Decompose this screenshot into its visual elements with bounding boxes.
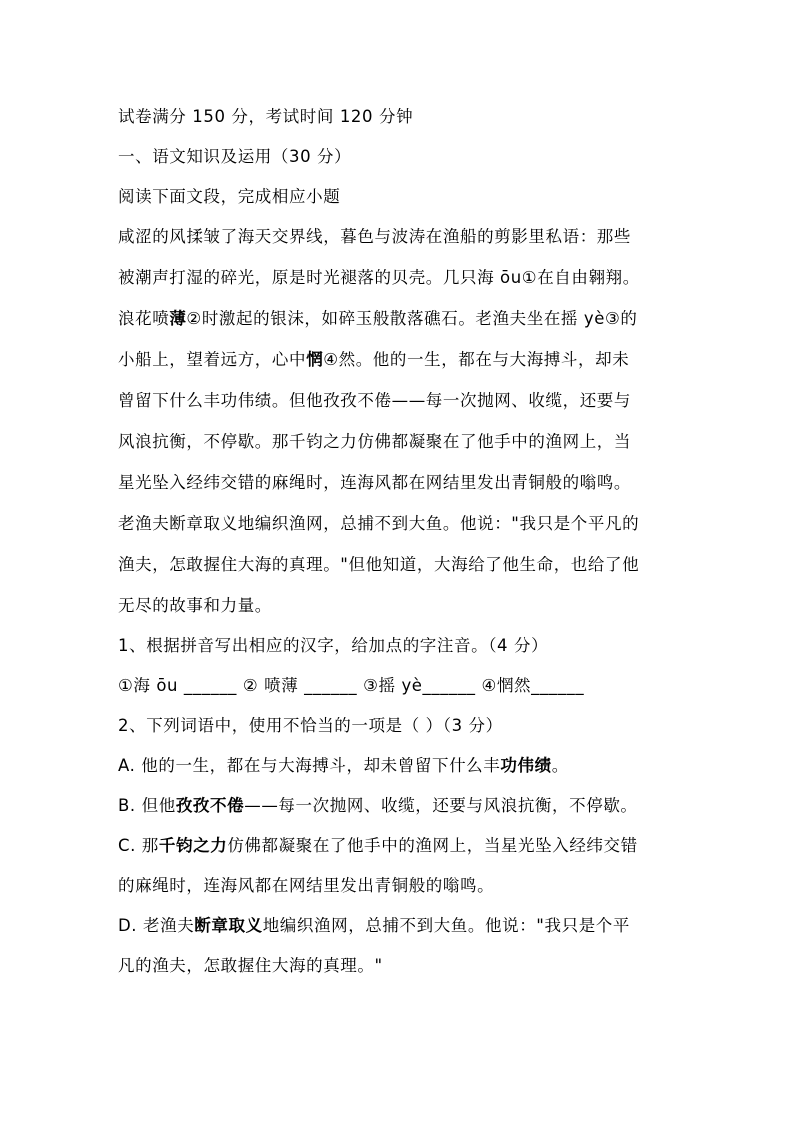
question-1-stem: 1、根据拼音写出相应的汉字，给加点的字注音。（4 分）: [118, 636, 549, 655]
question-2-stem: 2、下列词语中，使用不恰当的一项是（ ）（3 分）: [118, 716, 503, 735]
section-title: 一、语文知识及运用（30 分）: [118, 147, 352, 166]
option-text: ——每一次抛网、收缆，还要与风浪抗衡，不停歇。: [244, 796, 638, 815]
option-d: [118, 910, 678, 942]
option-keyword: 断章取义: [194, 916, 263, 935]
passage-text: 浪花喷: [118, 309, 170, 328]
dotted-char-wang: 惘: [306, 350, 324, 369]
passage-text: 小船上，望着远方，心中: [118, 350, 307, 369]
option-c: [118, 830, 678, 862]
option-keyword: 功伟绩: [500, 756, 552, 775]
passage: [118, 221, 678, 622]
passage-line: 老渔夫断章取义地编织渔网，总捕不到大鱼。他说："我只是个平凡的: [118, 514, 640, 533]
option-text: A. 他的一生，都在与大海搏斗，却未曾留下什么丰: [118, 756, 501, 775]
option-text: 地编织渔网，总捕不到大鱼。他说："我只是个平: [262, 916, 630, 935]
option-keyword: 孜孜不倦: [175, 796, 245, 815]
passage-line: [118, 303, 678, 335]
passage-text: ④然。他的一生，都在与大海搏斗，却未: [323, 350, 630, 369]
exam-info: 试卷满分 150 分，考试时间 120 分钟: [118, 107, 414, 126]
option-keyword: 千钧之力: [158, 836, 228, 855]
option-text: C. 那: [118, 836, 159, 855]
passage-line: 风浪抗衡，不停歇。那千钧之力仿佛都凝聚在了他手中的渔网上，当: [118, 432, 631, 451]
question-2: [118, 710, 678, 982]
passage-line: 咸涩的风揉皱了海天交界线，暮色与波涛在渔船的剪影里私语：那些: [118, 227, 631, 246]
exam-content: [118, 101, 678, 982]
option-b: [118, 790, 678, 822]
passage-line: 渔夫，怎敢握住大海的真理。"但他知道，大海给了他生命，也给了他: [118, 555, 640, 574]
instruction: 阅读下面文段，完成相应小题: [118, 187, 341, 206]
question-1: [118, 630, 678, 702]
passage-line: 星光坠入经纬交错的麻绳时，连海风都在网结里发出青铜般的嗡鸣。: [118, 473, 631, 492]
option-text: D. 老渔夫: [118, 916, 195, 935]
dotted-char-bo: 薄: [169, 309, 187, 328]
passage-line: 被潮声打湿的碎光，原是时光褪落的贝壳。几只海 ōu①在自由翱翔。: [118, 268, 640, 287]
passage-line: 曾留下什么丰功伟绩。但他孜孜不倦——每一次抛网、收缆，还要与: [118, 391, 631, 410]
option-text: 。: [551, 756, 569, 775]
option-a: [118, 750, 678, 782]
question-1-answers: ①海 ōu ______ ② 喷薄 ______ ③摇 yè______ ④惘然______: [118, 676, 585, 695]
passage-line: 无尽的故事和力量。: [118, 596, 272, 615]
passage-line: [118, 344, 678, 376]
option-c-line2: 的麻绳时，连海风都在网结里发出青铜般的嗡鸣。: [118, 876, 495, 895]
passage-text: ②时激起的银沫，如碎玉般散落礁石。老渔夫坐在摇 yè③的: [186, 309, 638, 328]
option-text: B. 但他: [118, 796, 176, 815]
option-d-line2: 凡的渔夫，怎敢握住大海的真理。": [118, 956, 383, 975]
option-text: 仿佛都凝聚在了他手中的渔网上，当星光坠入经纬交错: [227, 836, 638, 855]
